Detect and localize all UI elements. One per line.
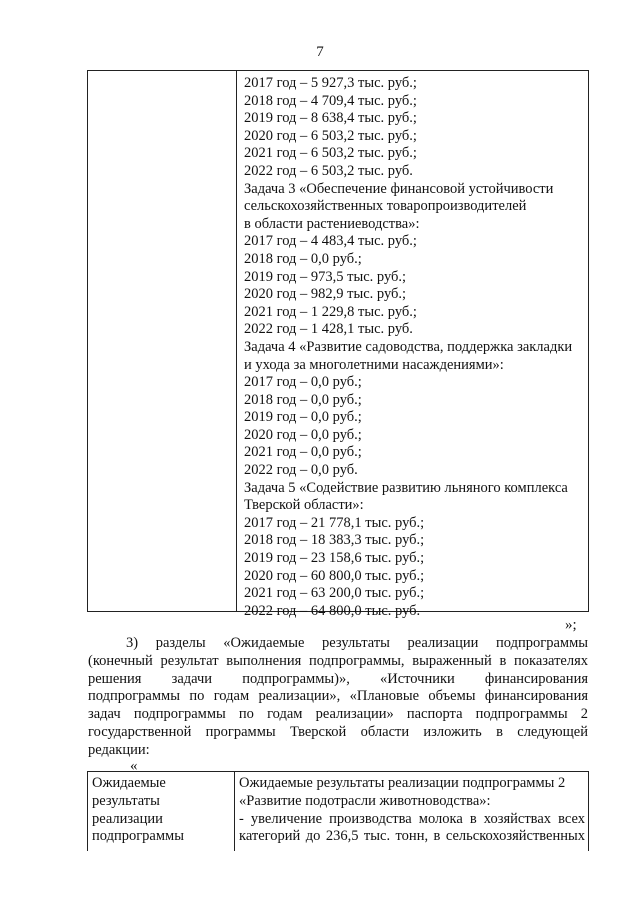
amendment-paragraph (88, 635, 588, 760)
funding-line: 2020 год – 60 800,0 тыс. руб.; (244, 567, 425, 584)
funding-line: 2021 год – 1 229,8 тыс. руб.; (244, 303, 417, 320)
task-heading-line: Задача 4 «Развитие садоводства, поддержка закладки (244, 338, 573, 355)
funding-table (87, 70, 589, 619)
funding-line: 2022 год – 6 503,2 тыс. руб. (244, 162, 413, 179)
column-divider (234, 772, 235, 851)
expected-results-table (87, 771, 589, 851)
paragraph-line: 3) разделы «Ожидаемые результаты реализации подпрограммы (126, 635, 588, 651)
funding-line: 2022 год – 1 428,1 тыс. руб. (244, 321, 413, 338)
paragraph-line: редакции: (88, 741, 150, 758)
funding-line: 2020 год – 0,0 руб.; (244, 426, 362, 443)
funding-line: 2019 год – 973,5 тыс. руб.; (244, 268, 407, 285)
funding-line: 2018 год – 18 383,3 тыс. руб.; (244, 532, 425, 549)
funding-line: 2022 год – 0,0 руб. (244, 462, 358, 479)
funding-line: 2017 год – 21 778,1 тыс. руб.; (244, 514, 425, 531)
funding-line: 2017 год – 5 927,3 тыс. руб.; (244, 75, 417, 91)
funding-line: 2019 год – 8 638,4 тыс. руб.; (244, 110, 417, 127)
funding-line: 2021 год – 63 200,0 тыс. руб.; (244, 585, 425, 602)
funding-line: 2020 год – 982,9 тыс. руб.; (244, 286, 407, 303)
funding-line: 2017 год – 0,0 руб.; (244, 374, 362, 391)
task-heading-line: Тверской области»: (244, 497, 364, 514)
paragraph-line: задач подпрограммы по годам реализации» паспорта подпрограммы 2 (88, 706, 588, 723)
paragraph-line: (конечный результат выполнения подпрограммы, выраженный в показателях (88, 652, 588, 669)
paragraph-line: государственной программы Тверской области изложить в следующей (88, 723, 588, 740)
funding-line: 2020 год – 6 503,2 тыс. руб.; (244, 127, 417, 144)
opening-quote: « (130, 758, 138, 774)
row-header-line: реализации (92, 810, 163, 827)
funding-line: 2021 год – 6 503,2 тыс. руб.; (244, 145, 417, 162)
row-header-cell (92, 775, 232, 846)
results-line: - увеличение производства молока в хозяйствах всех (239, 810, 585, 827)
paragraph-line: подпрограммы по годам реализации», «Плановые объемы финансирования (88, 688, 588, 705)
funding-line: 2019 год – 23 158,6 тыс. руб.; (244, 550, 425, 567)
results-line: категорий до 236,5 тыс. тонн, в сельскохозяйственных (239, 828, 585, 845)
funding-line: 2019 год – 0,0 руб.; (244, 409, 362, 426)
results-line: Ожидаемые результаты реализации подпрограммы 2 (239, 775, 566, 791)
closing-quote: »; (565, 617, 577, 633)
column-divider (236, 71, 237, 611)
page-number: 7 (316, 44, 324, 60)
task-heading-line: Задача 3 «Обеспечение финансовой устойчивости (244, 180, 554, 197)
row-header-line: результаты (92, 792, 160, 809)
paragraph-line: решения задачи подпрограммы)», «Источники финансирования (88, 670, 588, 687)
task-heading-line: Задача 5 «Содействие развитию льняного комплекса (244, 479, 568, 496)
task-heading-line: в области растениеводства»: (244, 215, 420, 232)
row-header-line: Ожидаемые (92, 775, 166, 791)
row-header-line: подпрограммы (92, 828, 184, 845)
funding-line: 2017 год – 4 483,4 тыс. руб.; (244, 233, 417, 250)
results-cell (239, 775, 585, 846)
funding-line: 2022 год – 64 800,0 тыс. руб. (244, 602, 421, 619)
funding-line: 2018 год – 0,0 руб.; (244, 391, 362, 408)
funding-line: 2018 год – 0,0 руб.; (244, 250, 362, 267)
task-heading-line: сельскохозяйственных товаропроизводителей (244, 198, 527, 215)
task-heading-line: и ухода за многолетними насаждениями»: (244, 356, 504, 373)
funding-line: 2018 год – 4 709,4 тыс. руб.; (244, 92, 417, 109)
funding-cell (244, 75, 586, 620)
funding-line: 2021 год – 0,0 руб.; (244, 444, 362, 461)
results-line: «Развитие подотрасли животноводства»: (239, 792, 491, 809)
